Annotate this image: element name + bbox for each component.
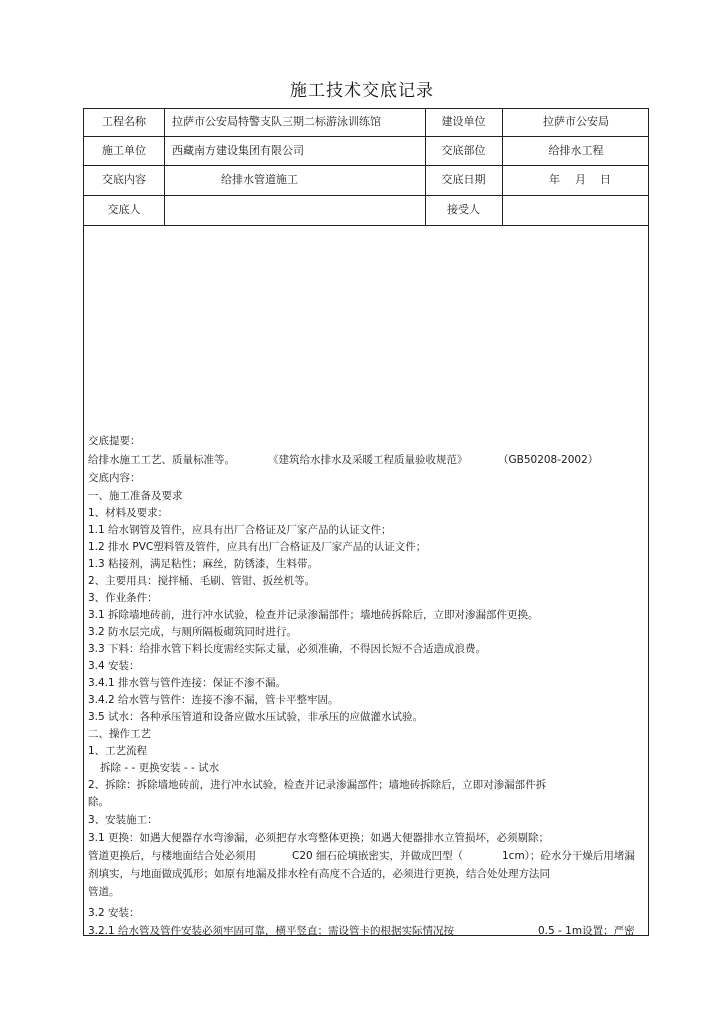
date-month: 月 (575, 173, 586, 186)
page-title: 施工技术交底记录 (290, 81, 434, 101)
paragraph-line: 3.4.2 给水管与管件：连接不渗不漏，管卡平整牢固。 (88, 694, 339, 706)
date-year: 年 (549, 173, 560, 186)
project-name-label: 工程名称 (102, 115, 146, 128)
paragraph-line: 3.4.1 排水管与管件连接：保证不渗不漏。 (88, 677, 287, 689)
paragraph-line: 3.1 拆除墙地砖前，进行冲水试验，检查并记录渗漏部件；墙地砖拆除后，立即对渗漏部件更换。 (88, 609, 539, 621)
paragraph-line: 3.4 安装： (88, 660, 140, 672)
project-name-value: 拉萨市公安局特警支队三期二标游泳训练馆 (172, 115, 381, 128)
section-heading: 一、施工准备及要求 (88, 490, 183, 502)
receiver-label: 接受人 (447, 203, 480, 216)
row-divider (84, 195, 648, 196)
paragraph-line: 2、主要用具：搅拌桶、毛刷、管钳、扳丝机等。 (88, 575, 316, 587)
column-divider (164, 109, 165, 226)
presenter-label: 交底人 (107, 203, 141, 216)
section-heading: 二、操作工艺 (88, 728, 151, 740)
paragraph-line: 3、安装施工： (88, 814, 158, 826)
paragraph-line: 除。 (88, 796, 109, 808)
summary-heading: 交底提要： (88, 435, 141, 447)
paragraph-line: 1.3 粘接剂，满足粘性；麻丝，防锈漆，生料带。 (88, 558, 319, 570)
content-heading: 交底内容： (88, 472, 141, 484)
row-divider (84, 136, 648, 137)
paragraph-line: 1.2 排水 PVC塑料管及管件，应具有出厂合格证及厂家产品的认证文件； (88, 541, 427, 553)
paragraph-line: 3.2 防水层完成，与厕所隔板砌筑同时进行。 (88, 626, 298, 638)
dept-value: 给排水工程 (548, 144, 604, 157)
paragraph-line: 管道。 (88, 886, 120, 898)
contractor-value: 西藏南方建设集团有限公司 (172, 144, 304, 157)
row-divider (84, 225, 648, 226)
content-value: 给排水管道施工 (221, 173, 298, 186)
standard-code: （GB50208-2002） (498, 454, 599, 466)
paragraph-line: 1.1 给水钢管及管件，应具有出厂合格证及厂家产品的认证文件； (88, 524, 392, 536)
summary-text: 给排水施工工艺、质量标准等。 (88, 454, 235, 466)
disclosure-form (83, 108, 649, 936)
paragraph-line: 1、工艺流程 (88, 745, 148, 757)
process-flow: 拆除 - - 更换安装 - - 试水 (100, 762, 220, 774)
content-label: 交底内容 (102, 173, 146, 186)
owner-value: 拉萨市公安局 (543, 115, 609, 128)
line-fragment: 0.5 - 1m设置；严密 (538, 925, 635, 937)
date-label: 交底日期 (441, 173, 486, 186)
date-day: 日 (600, 173, 611, 186)
paragraph-line: 剂填实，与地面做成弧形；如原有地漏及排水栓有高度不合适的，必须进行更换，结合处处理方法同 (88, 868, 550, 880)
standard-name: 《建筑给水排水及采暖工程质量验收规范》 (268, 454, 468, 466)
line-fragment: 管道更换后，与楼地面结合处必须用 (88, 850, 256, 862)
contractor-label: 施工单位 (102, 144, 146, 157)
paragraph-line: 3、作业条件： (88, 592, 158, 604)
paragraph-line: 1、材料及要求： (88, 507, 169, 519)
paragraph-line: 3.5 试水：各种承压管道和设备应做水压试验，非承压的应做灌水试验。 (88, 711, 424, 723)
line-fragment: 3.2.1 给水管及管件安装必须牢固可靠，横平竖直；需设管卡的根据实际情况按 (88, 925, 455, 937)
dept-label: 交底部位 (441, 144, 486, 157)
paragraph-line: 3.1 更换：如遇大便器存水弯渗漏，必须把存水弯整体更换；如遇大便器排水立管损坏，必须剔除； (88, 832, 550, 844)
row-divider (84, 165, 648, 166)
line-fragment: 1cm）；砼水分干燥后用堵漏 (502, 850, 635, 862)
owner-label: 建设单位 (441, 115, 486, 128)
paragraph-line: 3.3 下料：给排水管下料长度需经实际丈量，必须准确，不得因长短不合适造成浪费。 (88, 643, 487, 655)
paragraph-line: 2、拆除：拆除墙地砖前，进行冲水试验，检查并记录渗漏部件；墙地砖拆除后，立即对渗漏部件拆 (88, 779, 547, 791)
line-fragment: C20 细石砼填嵌密实，并做成凹型（ (292, 850, 464, 862)
paragraph-line: 3.2 安装： (88, 907, 140, 919)
